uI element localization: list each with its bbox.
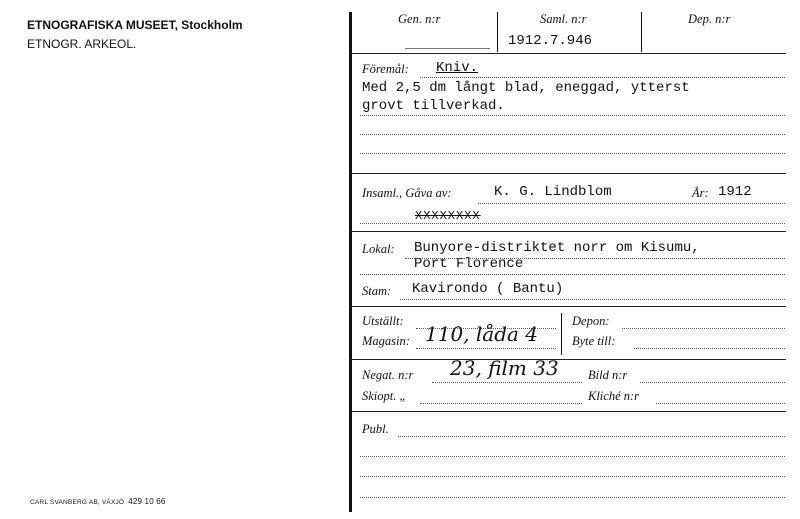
ar-value: 1912 <box>718 184 752 200</box>
publ-rule-2 <box>360 456 785 457</box>
foremal-section-bottom <box>351 173 786 174</box>
description-line-2: grovt tillverkad. <box>362 98 505 114</box>
lokal-line-2: Port Florence <box>414 256 524 272</box>
ar-label: År: <box>692 186 709 200</box>
rule-3 <box>360 134 785 135</box>
struck-text: XXXXXXXX <box>415 209 481 223</box>
negat-rule <box>432 382 582 383</box>
bild-rule <box>640 382 785 383</box>
skiopt-rule <box>420 403 582 404</box>
byte-label: Byte till: <box>572 334 616 348</box>
printer-imprint <box>30 497 166 506</box>
rule-1 <box>420 77 785 78</box>
department-name: ETNOGR. ARKEOL. <box>27 37 137 51</box>
description-line-1: Med 2,5 dm långt blad, eneggad, ytterst <box>362 80 690 96</box>
foremal-value: Kniv. <box>436 60 479 76</box>
dep-label: Dep. n:r <box>688 12 731 26</box>
byte-rule <box>634 348 785 349</box>
top-divider-2 <box>641 12 642 52</box>
stam-value: Kavirondo ( Bantu) <box>412 281 564 297</box>
stam-label: Stam: <box>362 284 392 298</box>
bild-label: Bild n:r <box>588 368 628 382</box>
rule-4 <box>360 153 785 154</box>
printer-code: 429 10 66 <box>128 497 166 506</box>
museum-name: ETNOGRAFISKA MUSEET, Stockholm <box>27 18 243 32</box>
top-row-bottom <box>351 53 786 54</box>
lokal-rule-2 <box>360 274 785 275</box>
publ-label: Publ. <box>362 422 389 436</box>
depon-label: Depon: <box>572 314 610 328</box>
utstallt-rule <box>416 328 556 329</box>
lokal-line-1: Bunyore-distriktet norr om Kisumu, <box>414 240 700 256</box>
insaml-rule <box>478 203 785 204</box>
gen-value-line <box>405 48 490 49</box>
publ-rule-1 <box>398 436 785 437</box>
insaml-rule-2 <box>360 223 785 224</box>
insaml-value: K. G. Lindblom <box>494 184 612 200</box>
publ-rule-4 <box>360 497 785 498</box>
card-left-border <box>349 12 352 512</box>
storage-section-bottom <box>351 359 786 360</box>
saml-value: 1912.7.946 <box>508 33 593 49</box>
magasin-label: Magasin: <box>362 334 410 348</box>
kliche-label: Kliché n:r <box>588 389 640 403</box>
printer-name: CARL SVANBERG AB, VÄXJÖ <box>30 499 125 506</box>
saml-label: Saml. n:r <box>540 12 587 26</box>
lokal-rule <box>405 258 785 259</box>
storage-divider <box>561 313 562 355</box>
depon-rule <box>622 328 785 329</box>
kliche-rule <box>656 403 785 404</box>
negat-value: 23, film 33 <box>450 356 559 380</box>
lokal-label: Lokal: <box>362 242 395 256</box>
insaml-section-bottom <box>351 231 786 232</box>
negat-section-bottom <box>351 411 786 412</box>
utstallt-label: Utställt: <box>362 314 404 328</box>
skiopt-label: Skiopt. „ <box>362 389 407 403</box>
publ-rule-3 <box>360 476 785 477</box>
magasin-rule <box>416 348 556 349</box>
negat-label: Negat. n:r <box>362 368 414 382</box>
insaml-label: Insaml., Gåva av: <box>362 186 452 200</box>
stam-rule <box>400 299 785 300</box>
top-divider-1 <box>497 12 498 52</box>
foremal-label: Föremål: <box>362 62 409 76</box>
stam-section-bottom <box>351 306 786 307</box>
gen-label: Gen. n:r <box>398 12 441 26</box>
rule-2 <box>360 115 785 116</box>
magasin-value: 110, låda 4 <box>425 322 539 346</box>
